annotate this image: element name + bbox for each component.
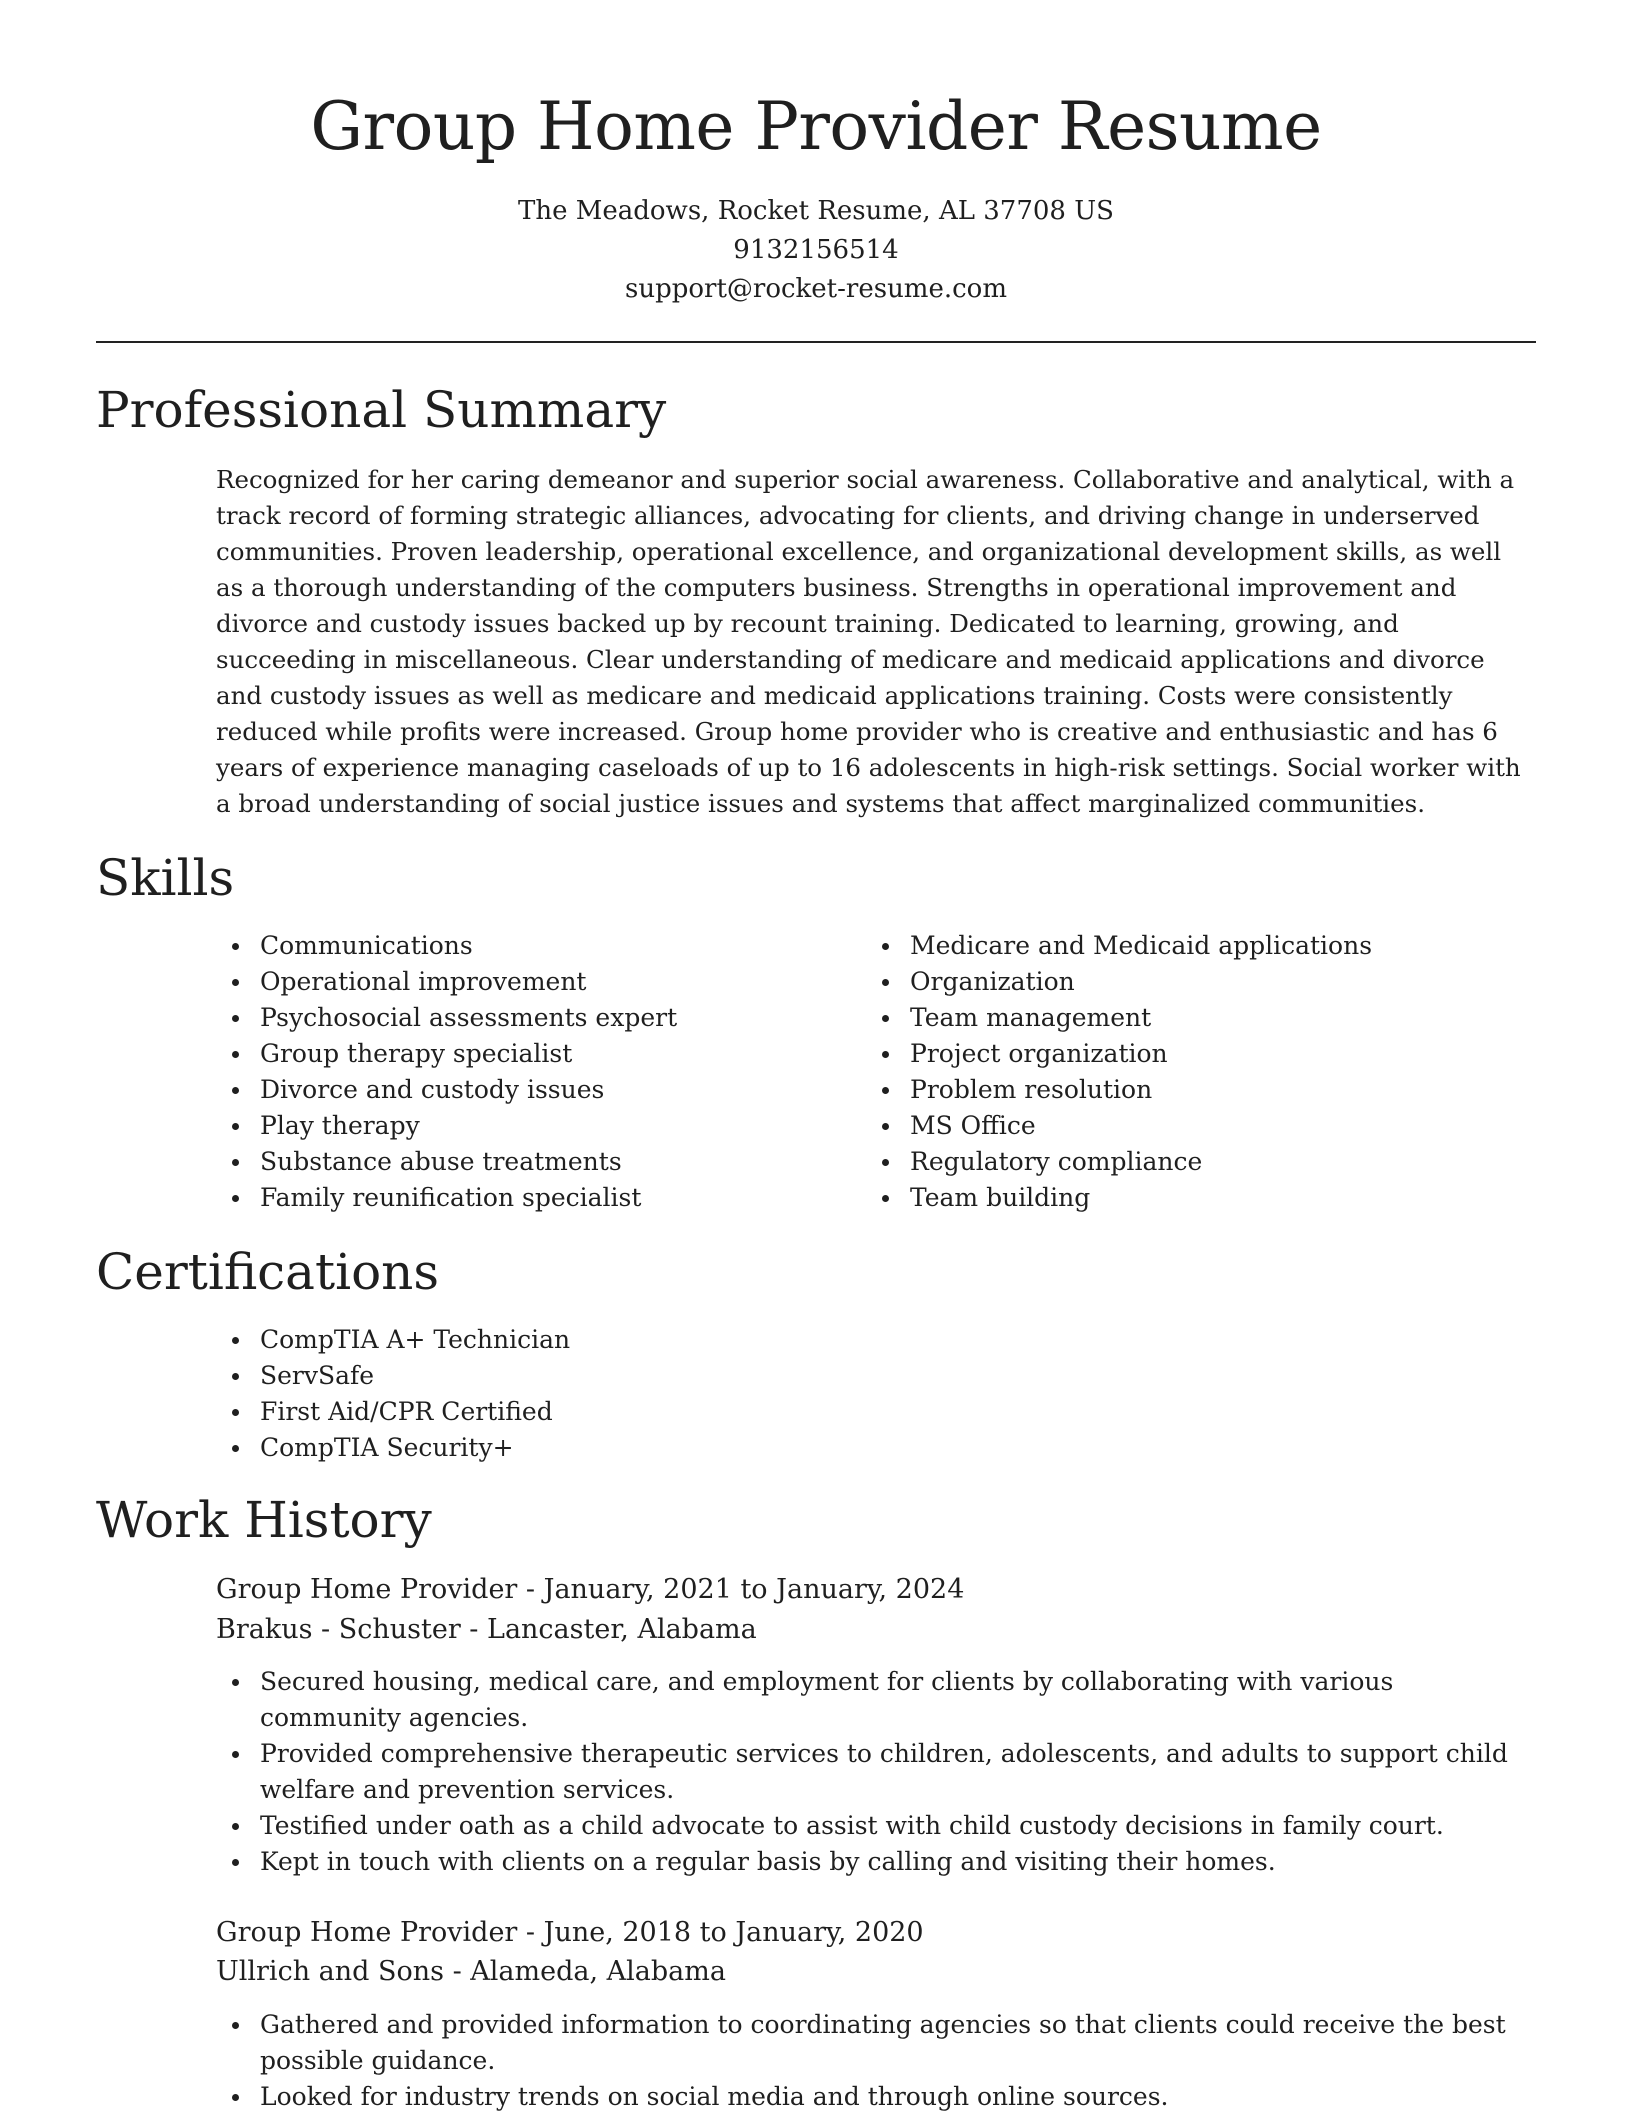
skill-item: Project organization (866, 1036, 1516, 1072)
work-history-heading: Work History (96, 1491, 432, 1549)
skill-item: Medicare and Medicaid applications (866, 928, 1516, 964)
skill-item: Communications (216, 928, 816, 964)
certification-item: CompTIA A+ Technician (216, 1322, 1016, 1358)
skill-item: Play therapy (216, 1108, 816, 1144)
skill-item: Group therapy specialist (216, 1036, 816, 1072)
certification-item: CompTIA Security+ (216, 1430, 1016, 1466)
job-duty-item: Gathered and provided information to coordinating agencies so that clients could receive the best possible guidance. (216, 2007, 1536, 2079)
skill-item: Regulatory compliance (866, 1144, 1516, 1180)
certification-item: ServSafe (216, 1358, 1016, 1394)
skills-heading: Skills (96, 849, 235, 907)
skill-item: Substance abuse treatments (216, 1144, 816, 1180)
skills-list-right (866, 928, 1516, 1216)
skill-item: Psychosocial assessments expert (216, 1000, 816, 1036)
skill-item: Divorce and custody issues (216, 1072, 816, 1108)
contact-email: support@rocket-resume.com (624, 274, 1007, 304)
skill-item: Team management (866, 1000, 1516, 1036)
job-duty-item: Looked for industry trends on social media and through online sources. (216, 2079, 1536, 2115)
contact-phone: 9132156514 (733, 235, 899, 265)
job-duties-list (216, 2007, 1536, 2115)
skill-item: Operational improvement (216, 964, 816, 1000)
summary-text: Recognized for her caring demeanor and superior social awareness. Collaborative and analytical, with a track record of forming strategic alliances, advocating for clients, and driving change in underserved communities. Proven leadership, operational excellence, and organizational development skills, as well as a thorough understanding of the computers business. Strengths in operational improvement and divorce and custody issues backed up by recount training. Dedicated to learning, growing, and succeeding in miscellaneous. Clear understanding of medicare and medicaid applications and divorce and custody issues as well as medicare and medicaid applications training. Costs were consistently reduced while profits were increased. Group home provider who is creative and enthusiastic and has 6 years of experience managing caseloads of up to 16 adolescents in high-risk settings. Social worker with a broad understanding of social justice issues and systems that affect marginalized communities. (216, 465, 1521, 818)
job-duty-item: Testified under oath as a child advocate to assist with child custody decisions in family court. (216, 1808, 1536, 1844)
skill-item: Organization (866, 964, 1516, 1000)
job-company-line: Ullrich and Sons - Alameda, Alabama (216, 1956, 726, 1987)
skill-item: Problem resolution (866, 1072, 1516, 1108)
job-company-line: Brakus - Schuster - Lancaster, Alabama (216, 1614, 757, 1645)
skills-list-left (216, 928, 816, 1216)
resume-title: Group Home Provider Resume (310, 88, 1322, 165)
job-duty-item: Kept in touch with clients on a regular basis by calling and visiting their homes. (216, 1844, 1536, 1880)
job-duties-list (216, 1664, 1536, 1880)
certifications-list (216, 1322, 1016, 1466)
contact-block (0, 192, 1632, 309)
skill-item: MS Office (866, 1108, 1516, 1144)
job-duty-item: Secured housing, medical care, and employment for clients by collaborating with various community agencies. (216, 1664, 1536, 1736)
header-divider (96, 341, 1536, 343)
job-duty-item: Provided comprehensive therapeutic services to children, adolescents, and adults to support child welfare and prevention services. (216, 1736, 1536, 1808)
job-title-line: Group Home Provider - June, 2018 to January, 2020 (216, 1917, 924, 1948)
job-title-line: Group Home Provider - January, 2021 to January, 2024 (216, 1574, 965, 1605)
contact-address: The Meadows, Rocket Resume, AL 37708 US (518, 196, 1114, 226)
skill-item: Family reunification specialist (216, 1180, 816, 1216)
certifications-heading: Certifications (96, 1243, 440, 1301)
certification-item: First Aid/CPR Certified (216, 1394, 1016, 1430)
skill-item: Team building (866, 1180, 1516, 1216)
summary-heading: Professional Summary (96, 381, 667, 439)
